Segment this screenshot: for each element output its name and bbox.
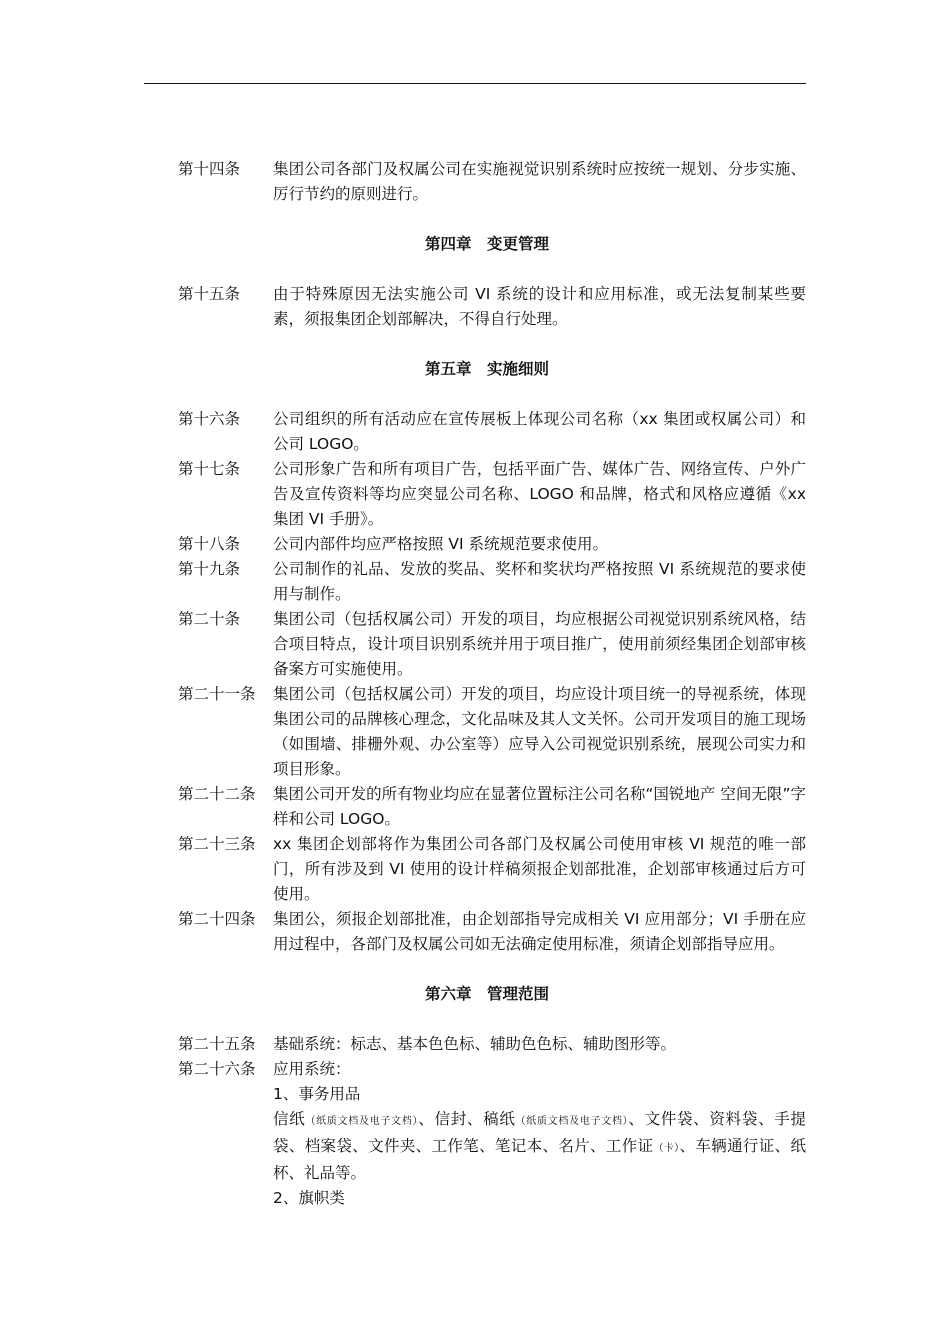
article-text: 集团公司开发的所有物业均应在显著位置标注公司名称“国锐地产 空间无限”字样和公司 LOGO。: [273, 785, 806, 828]
article-18: [178, 532, 806, 557]
article-text: 公司组织的所有活动应在宣传展板上体现公司名称（xx 集团或权属公司）和公司 LOGO。: [273, 410, 806, 453]
item-text: 信纸: [273, 1110, 306, 1128]
article-number: 第十五条: [178, 285, 241, 303]
article-20: [178, 607, 806, 682]
article-text: 基础系统：标志、基本色色标、辅助色色标、辅助图形等。: [273, 1035, 677, 1053]
document-body: [178, 157, 806, 1211]
article-text: 集团公司（包括权属公司）开发的项目，均应设计项目统一的导视系统，体现集团公司的品牌核心理念，文化品味及其人文关怀。公司开发项目的施工现场（如围墙、排栅外观、办公室等）应导入公司视觉识别系统，展现公司实力和项目形象。: [273, 685, 806, 778]
chapter-heading: 第四章 变更管理: [424, 235, 549, 253]
article-text: 应用系统：: [273, 1060, 351, 1078]
article-22: [178, 782, 806, 832]
article-19: [178, 557, 806, 607]
article-14: [178, 157, 806, 207]
chapter-heading: 第六章 管理范围: [424, 985, 549, 1003]
article-text: 集团公，须报企划部批准，由企划部指导完成相关 VI 应用部分；VI 手册在应用过程中，各部门及权属公司如无法确定使用标准，须请企划部指导应用。: [273, 910, 806, 953]
article-number: 第十九条: [178, 560, 241, 578]
list-item-title: 2、旗帜类: [273, 1189, 345, 1207]
article-number: 第二十四条: [178, 910, 256, 928]
article-number: 第二十一条: [178, 685, 256, 703]
article-26: [178, 1057, 806, 1082]
article-number: 第二十五条: [178, 1035, 256, 1053]
article-number: 第十八条: [178, 535, 241, 553]
article-23: [178, 832, 806, 907]
article-15: [178, 282, 806, 332]
article-number: 第二十三条: [178, 835, 256, 853]
item-text: 、文件袋、资料袋、手提袋、档案袋、文件夹、工作笔、笔记本、名片、工作证: [273, 1110, 806, 1155]
article-number: 第二十六条: [178, 1060, 256, 1078]
article-number: 第二十条: [178, 610, 241, 628]
article-text: 公司内部件均应严格按照 VI 系统规范要求使用。: [273, 535, 609, 553]
list-item-title: 1、事务用品: [273, 1085, 361, 1103]
article-text: 由于特殊原因无法实施公司 VI 系统的设计和应用标准，或无法复制某些要素，须报集团企划部解决，不得自行处理。: [273, 285, 806, 328]
article-17: [178, 457, 806, 532]
article-number: 第十四条: [178, 160, 241, 178]
header-rule: [144, 83, 806, 84]
item-text: 、信封、稿纸: [418, 1110, 516, 1128]
item-text: 、车辆通行证、纸杯、礼品等。: [273, 1137, 806, 1182]
article-text: xx 集团企划部将作为集团公司各部门及权属公司使用审核 VI 规范的唯一部门，所有涉及到 VI 使用的设计样稿须报企划部批准，企划部审核通过后方可使用。: [273, 835, 806, 903]
chapter-heading: 第五章 实施细则: [424, 360, 549, 378]
article-text: 集团公司各部门及权属公司在实施视觉识别系统时应按统一规划、分步实施、厉行节约的原则进行。: [273, 160, 806, 203]
article-text: 公司形象广告和所有项目广告，包括平面广告、媒体广告、网络宣传、户外广告及宣传资料等均应突显公司名称、LOGO 和品牌，格式和风格应遵循《xx 集团 VI 手册》。: [273, 460, 806, 528]
article-16: [178, 407, 806, 457]
article-number: 第十七条: [178, 460, 241, 478]
article-number: 第二十二条: [178, 785, 256, 803]
list-item-body: [273, 1107, 806, 1186]
item-note: （纸质文档及电子文档）: [515, 1116, 629, 1127]
item-note: （卡）: [653, 1143, 680, 1154]
article-text: 公司制作的礼品、发放的奖品、奖杯和奖状均严格按照 VI 系统规范的要求使用与制作。: [273, 560, 806, 603]
item-note: （纸质文档及电子文档）: [305, 1116, 419, 1127]
article-21: [178, 682, 806, 782]
article-text: 集团公司（包括权属公司）开发的项目，均应根据公司视觉识别系统风格，结合项目特点，设计项目识别系统并用于项目推广，使用前须经集团企划部审核备案方可实施使用。: [273, 610, 806, 678]
article-25: [178, 1032, 806, 1057]
article-24: [178, 907, 806, 957]
article-number: 第十六条: [178, 410, 241, 428]
